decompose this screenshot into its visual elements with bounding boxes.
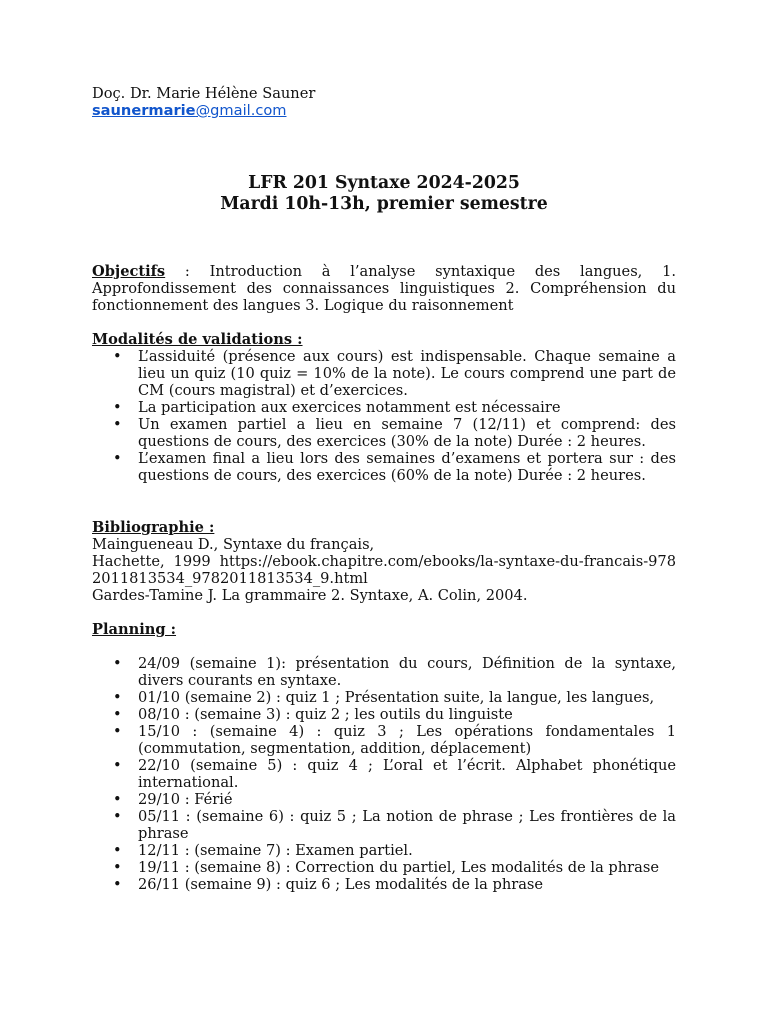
course-title-line2: Mardi 10h-13h, premier semestre: [220, 194, 548, 214]
list-item: • 22/10 (semaine 5) : quiz 4 ; L’oral et l’écrit. Alphabet phonétique international.: [92, 757, 676, 791]
planning-section: [92, 655, 676, 893]
list-item: • 29/10 : Férié: [92, 791, 676, 808]
email-user[interactable]: saunermarie: [92, 102, 196, 119]
author-block: [92, 85, 676, 119]
planning-heading-block: [92, 621, 676, 638]
course-title: [92, 173, 676, 215]
objectifs-text: : Introduction à l’analyse syntaxique des langues, 1. Approfondissement des connaissances linguistiques 2. Compréhension du fonctionnement des langues 3. Logique du raisonnement: [92, 263, 676, 314]
list-item: • 19/11 : (semaine 8) : Correction du partiel, Les modalités de la phrase: [92, 859, 676, 876]
planning-list: [92, 655, 676, 893]
list-item: • 24/09 (semaine 1): présentation du cours, Définition de la syntaxe, divers courants en syntaxe.: [92, 655, 676, 689]
email-link[interactable]: [92, 102, 287, 119]
bibliographie-entry-2: Hachette, 1999 https://ebook.chapitre.com/ebooks/la-syntaxe-du-francais-9782011813534_9782011813534_9.html: [92, 553, 676, 587]
list-item: • 12/11 : (semaine 7) : Examen partiel.: [92, 842, 676, 859]
list-item: • 15/10 : (semaine 4) : quiz 3 ; Les opérations fondamentales 1 (commutation, segmentation, addition, déplacement): [92, 723, 676, 757]
modalites-section: [92, 331, 676, 484]
bibliographie-entry-1: Maingueneau D., Syntaxe du français,: [92, 536, 375, 553]
planning-heading: Planning :: [92, 621, 177, 638]
list-item: • Un examen partiel a lieu en semaine 7 (12/11) et comprend: des questions de cours, des exercices (30% de la note) Durée : 2 heures.: [92, 416, 676, 450]
list-item: • La participation aux exercices notamment est nécessaire: [92, 399, 676, 416]
email-domain[interactable]: @gmail.com: [195, 102, 287, 119]
bibliographie-heading: Bibliographie :: [92, 519, 215, 536]
modalites-heading: Modalités de validations :: [92, 331, 303, 348]
modalites-list: [92, 348, 676, 484]
author-email[interactable]: [92, 102, 676, 119]
objectifs-heading: Objectifs: [92, 263, 166, 280]
list-item: • 01/10 (semaine 2) : quiz 1 ; Présentation suite, la langue, les langues,: [92, 689, 676, 706]
author-name: Doç. Dr. Marie Hélène Sauner: [92, 85, 316, 102]
bibliographie-section: [92, 519, 676, 604]
list-item: • 08/10 : (semaine 3) : quiz 2 ; les outils du linguiste: [92, 706, 676, 723]
list-item: • 26/11 (semaine 9) : quiz 6 ; Les modalités de la phrase: [92, 876, 676, 893]
list-item: • L’examen final a lieu lors des semaines d’examens et portera sur : des questions de cours, des exercices (60% de la note) Durée : 2 heures.: [92, 450, 676, 484]
bibliographie-entry-3: Gardes-Tamine J. La grammaire 2. Syntaxe, A. Colin, 2004.: [92, 587, 528, 604]
list-item: • L’assiduité (présence aux cours) est indispensable. Chaque semaine a lieu un quiz (10 quiz = 10% de la note). Le cours comprend une part de CM (cours magistral) et d’exercices.: [92, 348, 676, 399]
objectifs-section: [92, 263, 676, 314]
list-item: • 05/11 : (semaine 6) : quiz 5 ; La notion de phrase ; Les frontières de la phrase: [92, 808, 676, 842]
course-title-line1: LFR 201 Syntaxe 2024-2025: [248, 173, 520, 193]
